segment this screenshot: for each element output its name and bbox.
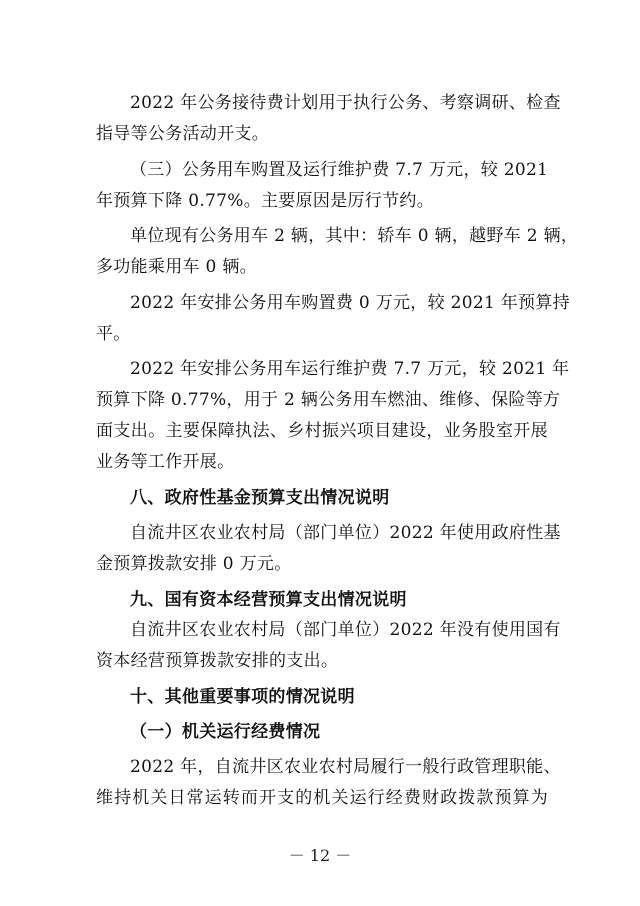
paragraph-line: 预算下降 0.77%，用于 2 辆公务用车燃油、维修、保险等方: [96, 390, 561, 410]
paragraph-line: 2022 年安排公务用车购置费 0 万元，较 2021 年预算持: [130, 293, 570, 313]
paragraph-line: 2022 年公务接待费计划用于执行公务、考察调研、检查: [130, 93, 561, 113]
paragraph-line: 单位现有公务用车 2 辆，其中：轿车 0 辆，越野车 2 辆，: [130, 226, 579, 246]
paragraph-line: 指导等公务活动开支。: [96, 124, 269, 144]
paragraph-line: 平。: [96, 324, 131, 344]
paragraph-line: 面支出。主要保障执法、乡村振兴项目建设，业务股室开展: [96, 421, 548, 441]
paragraph-line: （三）公务用车购置及运行维护费 7.7 万元，较 2021: [130, 160, 549, 180]
section-heading-9: 九、国有资本经营预算支出情况说明: [130, 590, 407, 610]
subsection-heading: （一）机关运行经费情况: [130, 722, 321, 742]
paragraph-line: 自流井区农业农村局（部门单位）2022 年使用政府性基: [130, 523, 561, 543]
paragraph-line: 2022 年，自流井区农业农村局履行一般行政管理职能、: [130, 757, 561, 777]
paragraph-line: 资本经营预算拨款安排的支出。: [96, 651, 339, 671]
paragraph-line: 年预算下降 0.77%。主要原因是厉行节约。: [96, 191, 435, 211]
paragraph-line: 维持机关日常运转而开支的机关运行经费财政拨款预算为: [96, 788, 548, 808]
section-heading-10: 十、其他重要事项的情况说明: [130, 687, 355, 707]
paragraph-line: 2022 年安排公务用车运行维护费 7.7 万元，较 2021 年: [130, 359, 570, 379]
section-heading-8: 八、政府性基金预算支出情况说明: [130, 488, 390, 508]
page-number: － 12 －: [288, 846, 352, 865]
paragraph-line: 多功能乘用车 0 辆。: [96, 257, 257, 277]
paragraph-line: 自流井区农业农村局（部门单位）2022 年没有使用国有: [130, 620, 561, 640]
paragraph-line: 金预算拨款安排 0 万元。: [96, 554, 292, 574]
paragraph-line: 业务等工作开展。: [96, 452, 235, 472]
